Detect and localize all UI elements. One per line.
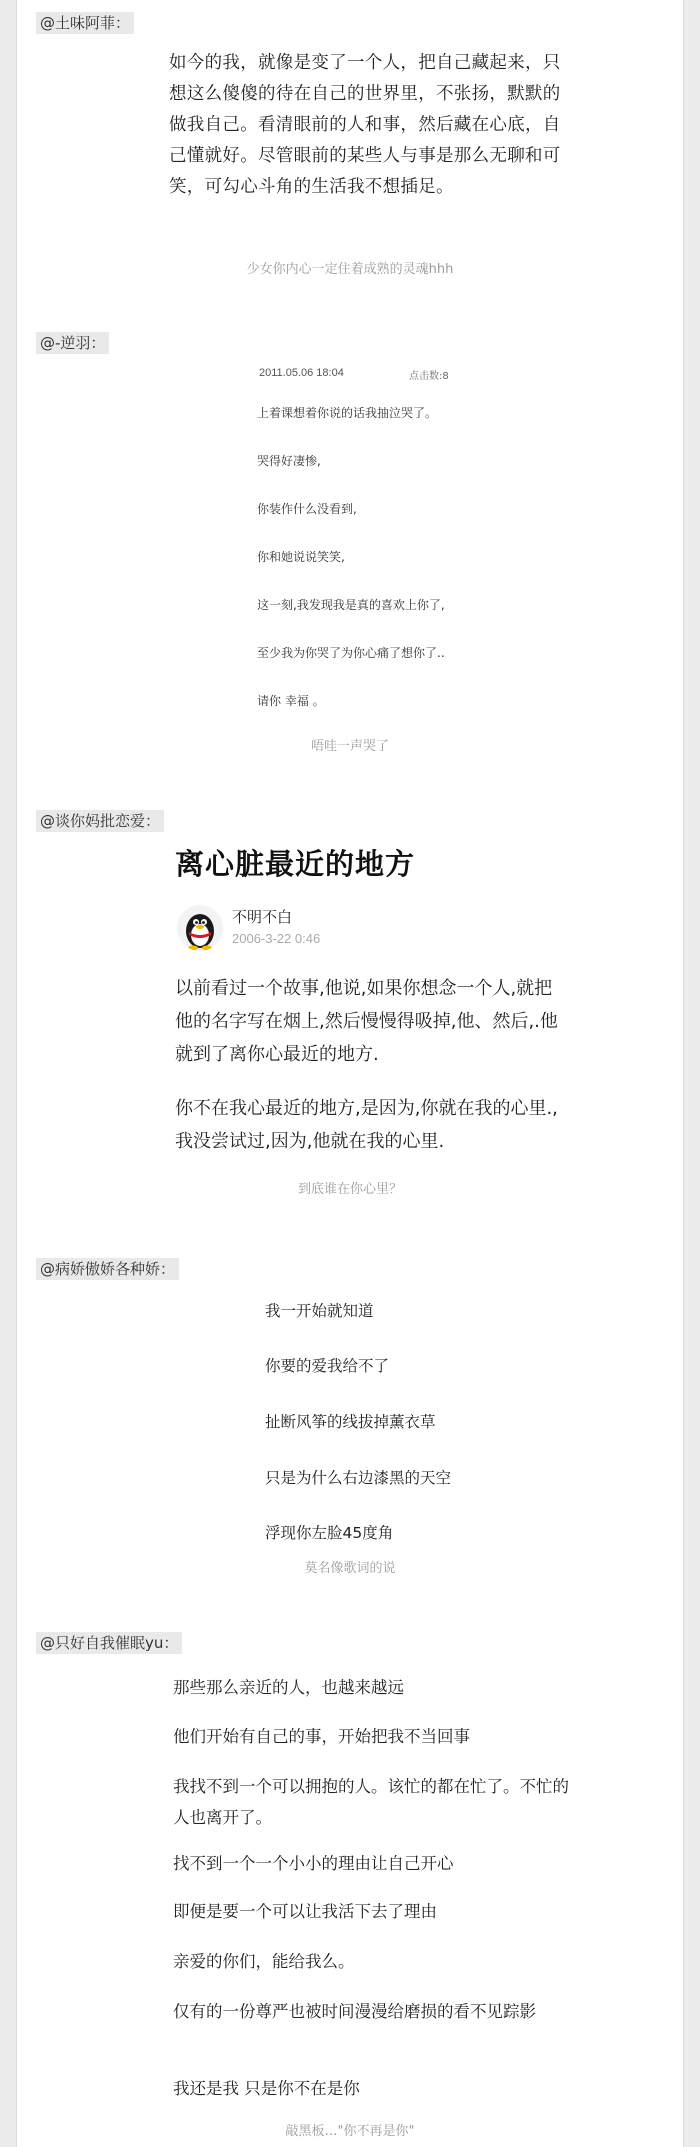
post5-line: 找不到一个一个小小的理由让自己开心 [173, 1854, 454, 1873]
post2-clicks: 点击数:8 [409, 371, 449, 382]
post5-line: 我找不到一个可以拥抱的人。该忙的都在忙了。不忙的人也离开了。 [173, 1777, 569, 1827]
post3-date: 2006-3-22 0:46 [232, 931, 321, 946]
post5-line: 他们开始有自己的事，开始把我不当回事 [173, 1727, 470, 1746]
post2-date: 2011.05.06 18:04 [259, 367, 344, 379]
post5-caption: 敲黑板…"你不再是你" [285, 2124, 415, 2139]
post4-caption: 莫名像歌词的说 [304, 1561, 396, 1576]
post5-line: 仅有的一份尊严也被时间漫漫给磨损的看不见踪影 [173, 2002, 536, 2021]
post5-line: 我还是我 只是你不在是你 [173, 2079, 360, 2098]
qq-penguin-icon [177, 905, 223, 951]
post3-caption: 到底谁在你心里？ [297, 1182, 402, 1197]
post-feed [16, 0, 684, 2147]
post5-line: 那些那么亲近的人，也越来越远 [173, 1678, 404, 1697]
post2-line: 至少我为你哭了为你心痛了想你了.. [257, 646, 445, 660]
post3-paragraph: 你不在我心最近的地方,是因为,你就在我的心里.,我没尝试过,因为,他就在我的心里. [175, 1098, 558, 1152]
post2-line: 哭得好凄惨, [257, 454, 321, 468]
post1-handle[interactable]: @土味阿菲： [36, 12, 134, 34]
post5-handle[interactable]: @只好自我催眠yu： [36, 1632, 182, 1654]
post2-handle[interactable]: @-逆羽： [36, 332, 109, 354]
post3-title: 离心脏最近的地方 [175, 847, 416, 881]
post5-line: 即便是要一个可以让我活下去了理由 [173, 1902, 437, 1921]
post1-text: 如今的我，就像是变了一个人，把自己藏起来，只想这么傻傻的待在自己的世界里，不张扬，默默的做我自己。看清眼前的人和事，然后藏在心底，自己懂就好。尽管眼前的某些人与事是那么无聊和可笑，可勾心斗角的生活我不想插足。 [169, 53, 561, 197]
post3-handle[interactable]: @谈你妈批恋爱： [36, 810, 164, 832]
post2-line: 这一刻,我发现我是真的喜欢上你了, [257, 598, 445, 612]
post4-line: 你要的爱我给不了 [265, 1357, 390, 1375]
post3-paragraph: 以前看过一个故事,他说,如果你想念一个人,就把他的名字写在烟上,然后慢慢得吸掉,他、然后,.他就到了离你心最近的地方. [175, 978, 558, 1065]
post1-caption: 少女你内心一定住着成熟的灵魂hhh [246, 262, 454, 277]
post4-line: 我一开始就知道 [265, 1302, 374, 1320]
post5-line: 亲爱的你们，能给我么。 [173, 1952, 355, 1971]
post2-caption: 唔哇一声哭了 [310, 739, 389, 754]
post4-line: 只是为什么右边漆黑的天空 [265, 1469, 452, 1487]
post2-line: 你装作什么没看到, [257, 502, 357, 516]
post2-line: 你和她说说笑笑, [257, 550, 345, 564]
post2-line: 上着课想着你说的话我抽泣哭了。 [257, 406, 438, 420]
post4-line: 扯断风筝的线拔掉薰衣草 [265, 1413, 436, 1431]
post3-author[interactable]: 不明不白 [232, 908, 293, 926]
post2-line: 请你 幸福 。 [257, 694, 325, 708]
post4-line: 浮现你左脸45度角 [265, 1524, 394, 1542]
post4-handle[interactable]: @病娇傲娇各种娇： [36, 1258, 179, 1280]
